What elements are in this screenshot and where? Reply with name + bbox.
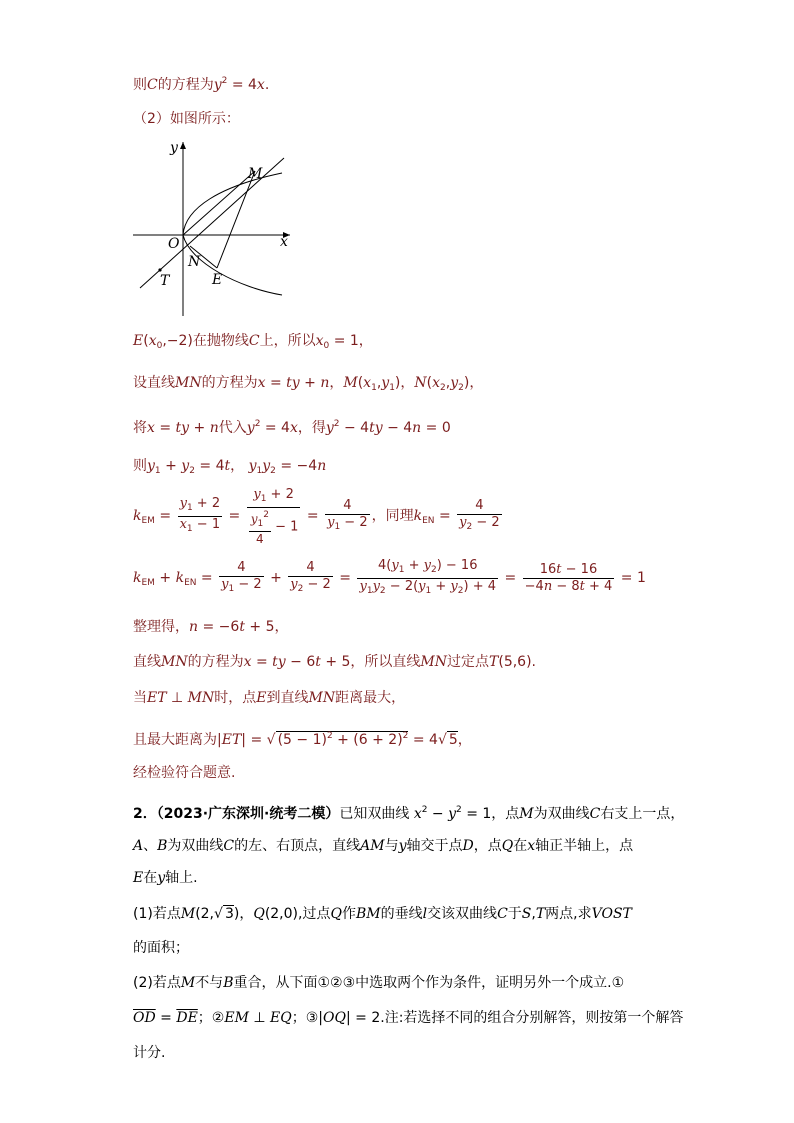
problem-2-line-8: 计分. — [133, 1045, 166, 1061]
text: 为双曲线 — [533, 806, 590, 822]
solution-line-8: $k_{EM} + k_{EN}$ = $\frac{4}{y_1 - 2}$ + $\frac{4}{y_2 - 2}$ = $\frac{4(y_1 + y_2) - 16}{y_1y_2 - 2(y_1 + y_2) + 4}$ = $\frac{16t - 16}{-4n - 8t + 4}$ = 1 — [133, 557, 646, 596]
problem-2-line-7: $\overline{OD} = \overline{DE}$；②EM ⊥ EQ；③|OQ| = 2.注:若选择不同的组合分别解答，则按第一个解答 — [133, 1010, 684, 1026]
solution-line-10: 直线MN的方程为x = ty − 6t + 5，所以直线MN过定点T(5,6). — [133, 654, 536, 670]
problem-source: （2023·广东深圳·统考二模） — [156, 806, 340, 822]
text: 的方程为 — [201, 375, 258, 391]
text: 则 — [133, 458, 147, 474]
text: 整理得， — [133, 619, 189, 635]
text: 交该双曲线 — [427, 906, 498, 922]
axis-y-label: y — [170, 140, 178, 156]
solution-line-12: 且最大距离为|ET| = √ $(5 - 1)^2 + (6 + 2)^2 = 4√$ 5， — [133, 731, 472, 748]
solution-line-9: 整理得，n = −6t + 5， — [133, 619, 289, 635]
text: 的左、右顶点，直线 — [234, 838, 361, 854]
text: ，得 — [297, 420, 326, 436]
text: ；③ — [291, 1010, 319, 1026]
parabola-figure — [130, 138, 295, 320]
text: 上，所以 — [259, 333, 316, 349]
text: .注:若选择不同的组合分别解答，则按第一个解答 — [380, 1010, 684, 1026]
text: ，点 — [491, 806, 520, 822]
text: 将 — [133, 420, 147, 436]
text: ① — [611, 975, 625, 991]
problem-2-line-3: E在y轴上. — [133, 870, 198, 886]
text: 且最大距离为 — [133, 732, 217, 748]
text: 的方程为 — [187, 654, 244, 670]
text: ,过点 — [298, 906, 331, 922]
text: 时，点 — [214, 690, 257, 706]
text: ，所以直线 — [350, 654, 421, 670]
text: 则 — [133, 77, 147, 93]
solution-line-5: 将x = ty + n代入$y^2 = 4x$，得$y^2 - 4ty - 4n = 0$ — [133, 419, 451, 436]
problem-2-line-6: (2)若点M不与B重合，从下面①②③中选取两个作为条件，证明另外一个成立.① — [133, 975, 625, 991]
text: (1)若点 — [133, 906, 181, 922]
text: ，点 — [473, 838, 502, 854]
text: 已知双曲线 — [339, 806, 410, 822]
solution-line-7: $k_{EM}$ = $\frac{y_1 + 2}{x_1 - 1}$ = $y_1 + 2$ $\frac{y_1^2}{4}$ − 1 = $\frac{4}{y_1 - 2}$ ，同理$k_{EN}$ = $\frac{4}{y_2 - 2}$ — [133, 486, 500, 546]
solution-line-13: 经检验符合题意. — [133, 765, 236, 781]
point-E-label: E — [212, 272, 223, 288]
text: 作 — [341, 906, 356, 922]
text: 不与 — [195, 975, 224, 991]
text: 与 — [384, 838, 399, 854]
text: 在抛物线 — [192, 333, 249, 349]
axis-x-label: x — [280, 234, 288, 250]
problem-number: 2． — [133, 806, 157, 822]
problem-2-line-4: (1)若点M(2,√ 3)，Q(2,0),过点Q作BM的垂线l交该双曲线C于S,T两点,求VOST — [133, 906, 632, 922]
text: 两点,求 — [545, 906, 592, 922]
point-T-label: T — [160, 273, 170, 289]
problem-2-line-1: 2．（2023·广东深圳·统考二模）已知双曲线 $x^2 - y^2 = 1$，点M为双曲线C右支上一点， — [133, 805, 685, 822]
text: 同理 — [385, 508, 414, 524]
text: 轴正半轴上，点 — [535, 838, 634, 854]
text: 在 — [143, 870, 158, 886]
text: 距离最大， — [335, 690, 406, 706]
text: 在 — [513, 838, 528, 854]
text: (2)若点 — [133, 975, 181, 991]
text: ；② — [197, 1010, 225, 1026]
text: 代入 — [218, 420, 247, 436]
text: 于 — [507, 906, 522, 922]
text: 的垂线 — [380, 906, 423, 922]
text: 的方程为 — [157, 77, 214, 93]
text: 直线 — [133, 654, 161, 670]
text: 轴交于点 — [406, 838, 463, 854]
problem-2-line-5: 的面积； — [133, 940, 189, 956]
point-M-label: M — [248, 166, 263, 182]
text: 当 — [133, 690, 147, 706]
text: 设直线 — [133, 375, 175, 391]
text: ， — [239, 906, 254, 922]
solution-line-4: 设直线MN的方程为x = ty + n，$M(x_1,y_1)$，$N(x_2,y_2)$， — [133, 375, 484, 393]
text: 右支上一点， — [600, 806, 685, 822]
point-O-label: O — [168, 236, 180, 252]
solution-line-3: $E(x_0,-2)$在抛物线C上，所以$x_0 = 1$， — [133, 333, 373, 351]
text: 重合，从下面①②③中选取两个作为条件，证明另外一个成立. — [233, 975, 612, 991]
point-N-label: N — [188, 254, 201, 270]
solution-line-11: 当ET ⊥ MN时，点E到直线MN距离最大， — [133, 690, 406, 706]
solution-line-1: 则C的方程为$y^2 = 4x$. — [133, 76, 270, 93]
text: 轴上. — [165, 870, 198, 886]
problem-2-line-2: A、B为双曲线C的左、右顶点，直线AM与y轴交于点D，点Q在x轴正半轴上，点 — [133, 838, 634, 854]
solution-line-6: 则$y_1 + y_2 = 4t$， $y_1y_2 = -4n$ — [133, 458, 327, 476]
text: 为双曲线 — [167, 838, 224, 854]
text: 到直线 — [266, 690, 309, 706]
text: 过定点 — [447, 654, 490, 670]
solution-line-2: （2）如图所示： — [133, 111, 240, 127]
